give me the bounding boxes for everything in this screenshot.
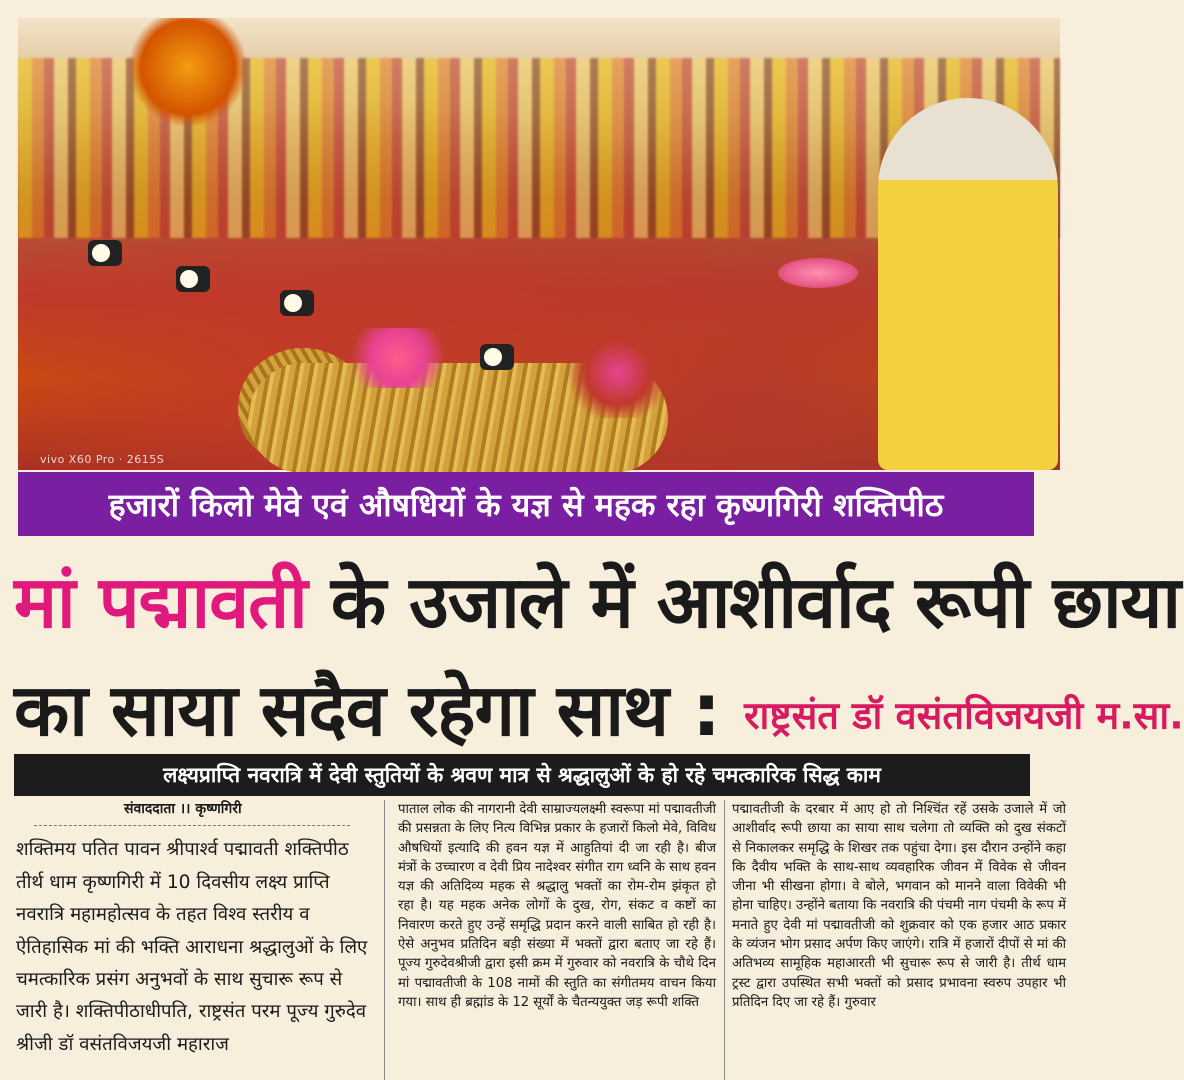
flower-offering <box>563 328 673 418</box>
article-text: पाताल लोक की नागरानी देवी साम्राज्यलक्ष्मी स्वरूपा मां पद्मावतीजी की प्रसन्नता के लिए नित्य विभिन्न प्रकार के हजारों किलो मेवे, विविध औषधियों इत्यादि की हवन यज्ञ में आहुतियां दी जा रही है। बीज मंत्रों के उच्चारण व देवी प्रिय नादेश्वर संगीत राग ध्वनि के साथ हवन यज्ञ की अतिदिव्य महक से श्रद्धालु भक्तों का रोम-रोम झंकृत हो रहा है। यह महक अनेक लोगों के दुख, रोग, संकट व कष्टों का निवारण करते हुए उन्हें समृद्धि प्रदान करने वाली साबित हो रही है। ऐसे अनुभव प्रतिदिन बड़ी संख्या में भक्तों द्वारा बताए जा रहे हैं। पूज्य गुरुदेवश्रीजी द्वारा इसी क्रम में गुरुवार को नवरात्रि के चौथे दिन मां पद्मावतीजी के 108 नामों की स्तुति का संगीतमय वाचन किया गया। साथ ही ब्रह्मांड के 12 सूर्यों के चैतन्ययुक्त जड़ रूपी शक्ति <box>398 802 716 1010</box>
article-column-1 <box>14 800 370 1061</box>
camera-watermark: vivo X60 Pro · 2615S <box>40 453 165 466</box>
article-column-3 <box>732 800 1066 1012</box>
column-divider <box>724 800 725 1080</box>
subheadline-bar <box>14 754 1030 796</box>
article-text: पद्मावतीजी के दरबार में आए हो तो निश्चिंत रहें उसके उजाले में जो आशीर्वाद रूपी छाया का साया साथ चलेगा तो व्यक्ति को दुख संकटों से निकालकर समृद्धि के शिखर तक पहुंचा देगा। इस दौरान उन्होंने कहा कि दैवीय भक्ति के साथ-साथ व्यवहारिक जीवन में विवेक से जीवन जीना भी सीखना होगा। वे बोले, भगवान को मानने वाला विवेकी भी होना चाहिए। उन्होंने बताया कि नवरात्रि की पंचमी नाग पंचमी के रूप में मनाते हुए देवी मां पद्मावतीजी को शुक्रवार को एक हजार आठ प्रकार के व्यंजन भोग प्रसाद अर्पण किए जाएंगे। रात्रि में हजारों दीपों से मां की अतिभव्य सामूहिक महाआरती भी सुचारू रूप से जारी है। तीर्थ धाम ट्रस्ट द्वारा उपस्थित सभी भक्तों को प्रसाद प्रभावना स्वरुप उपहार भी प्रतिदिन दिए जा रहे हैं। गुरुवार <box>732 802 1066 1010</box>
stage-light <box>480 344 514 370</box>
aarti-plate <box>778 258 858 288</box>
headline-line-2 <box>14 656 1184 764</box>
headline-line-2-text: का साया सदैव रहेगा साथ : <box>14 668 744 752</box>
headline-highlight: मां पद्मावती <box>14 560 307 644</box>
kicker-text: हजारों किलो मेवे एवं औषधियों के यज्ञ से महक रहा कृष्णगिरी शक्तिपीठ <box>108 485 944 524</box>
headline <box>14 548 1184 764</box>
dateline: संवाददाता ।। कृष्णगिरी <box>34 800 350 826</box>
ceremony-photo <box>18 18 1060 470</box>
article-text: शक्तिमय पतित पावन श्रीपार्श्व पद्मावती शक्तिपीठ तीर्थ धाम कृष्णगिरी में 10 दिवसीय लक्ष्य प्राप्ति नवरात्रि महामहोत्सव के तहत विश्व स्तरीय व ऐतिहासिक मां की भक्ति आराधना श्रद्धालुओं के लिए चमत्कारिक प्रसंग अनुभवों के साथ सुचारू रूप से जारी है। शक्तिपीठाधीपति, राष्ट्रसंत परम पूज्य गुरुदेव श्रीजी डॉ वसंतविजयजी महाराज <box>16 839 368 1055</box>
headline-byline: राष्ट्रसंत डॉ वसंतविजयजी म.सा. <box>744 693 1184 738</box>
subheadline-text: लक्ष्यप्राप्ति नवरात्रि में देवी स्तुतियों के श्रवण मात्र से श्रद्धालुओं के हो रहे चमत्कारिक सिद्ध काम <box>163 763 881 787</box>
stage-light <box>280 290 314 316</box>
saint-figure <box>878 98 1058 470</box>
article-column-2 <box>398 800 716 1012</box>
flower-offering <box>338 328 458 388</box>
deity-idol <box>128 18 248 128</box>
headline-line-1-text: के उजाले में आशीर्वाद रूपी छाया <box>306 560 1181 644</box>
kicker-banner <box>18 472 1034 536</box>
stage-light <box>176 266 210 292</box>
column-divider <box>384 800 385 1080</box>
stage-light <box>88 240 122 266</box>
headline-line-1 <box>14 548 1181 656</box>
